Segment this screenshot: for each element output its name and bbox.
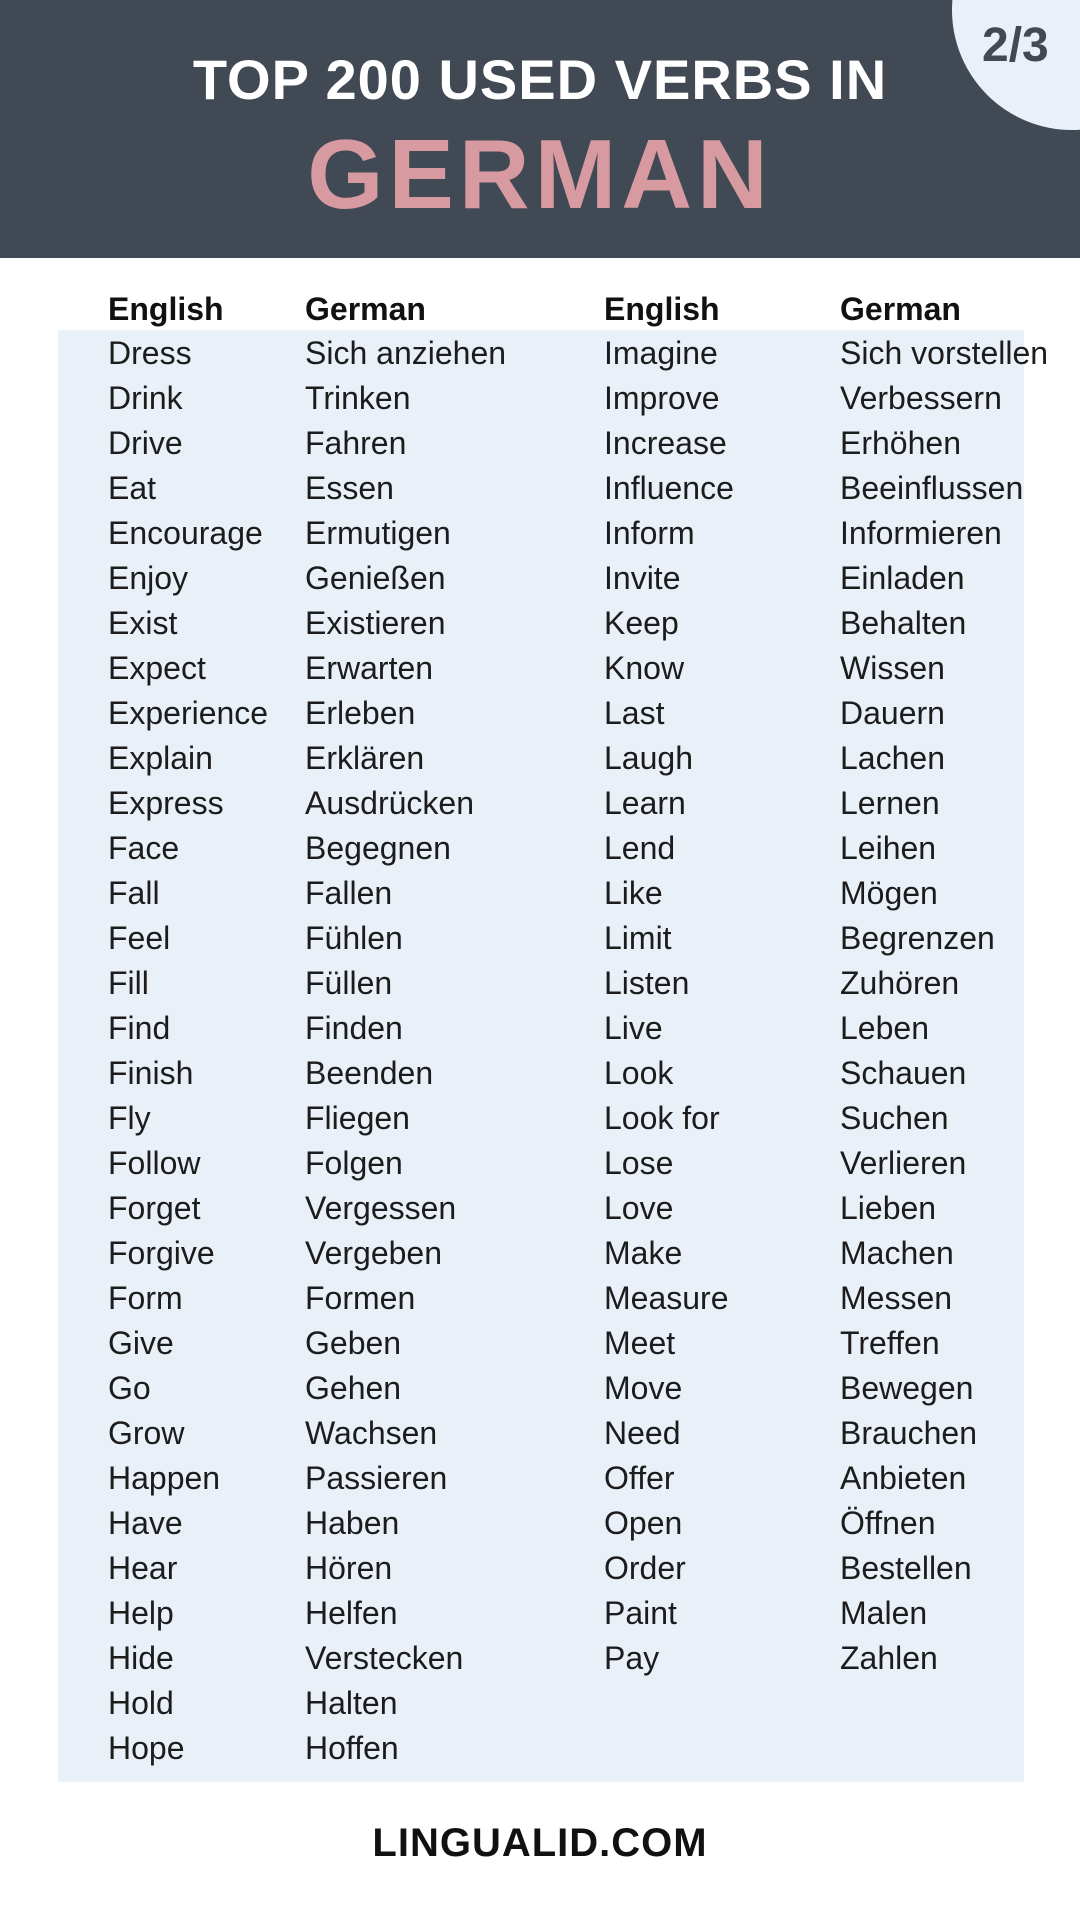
verb-cell: Measure bbox=[604, 1280, 729, 1316]
verb-cell: Feel bbox=[108, 920, 171, 956]
verb-cell: Love bbox=[604, 1190, 674, 1226]
verb-cell: Move bbox=[604, 1370, 683, 1406]
verb-cell: Fall bbox=[108, 875, 160, 911]
column-right-english bbox=[604, 287, 844, 1681]
verb-cell: Fly bbox=[108, 1100, 151, 1136]
verb-cell: Like bbox=[604, 875, 663, 911]
verb-cell: Lachen bbox=[840, 740, 945, 776]
verb-cell: Existieren bbox=[305, 605, 446, 641]
verb-cell: Geben bbox=[305, 1325, 402, 1361]
verb-cell: Happen bbox=[108, 1460, 221, 1496]
verb-cell: Verbessern bbox=[840, 380, 1002, 416]
list-left-german bbox=[305, 331, 545, 1771]
verb-cell: Mögen bbox=[840, 875, 938, 911]
verb-cell: Wachsen bbox=[305, 1415, 438, 1451]
verb-cell: Look bbox=[604, 1055, 674, 1091]
verb-cell: Expect bbox=[108, 650, 206, 686]
verb-cell: Fühlen bbox=[305, 920, 403, 956]
verb-cell: Encourage bbox=[108, 515, 263, 551]
verb-cell: Forgive bbox=[108, 1235, 215, 1271]
verb-cell: Vergeben bbox=[305, 1235, 443, 1271]
verb-cell: Hide bbox=[108, 1640, 174, 1676]
verb-cell: Sich anziehen bbox=[305, 335, 507, 371]
column-header-english: English bbox=[108, 291, 224, 327]
verb-cell: Invite bbox=[604, 560, 681, 596]
verb-cell: Pay bbox=[604, 1640, 660, 1676]
verb-cell: Schauen bbox=[840, 1055, 967, 1091]
verb-cell: Öffnen bbox=[840, 1505, 936, 1541]
verb-cell: Open bbox=[604, 1505, 683, 1541]
verb-cell: Give bbox=[108, 1325, 174, 1361]
verb-cell: Erklären bbox=[305, 740, 425, 776]
verb-cell: Folgen bbox=[305, 1145, 403, 1181]
verb-cell: Imagine bbox=[604, 335, 718, 371]
verb-cell: Behalten bbox=[840, 605, 967, 641]
verb-cell: Beenden bbox=[305, 1055, 434, 1091]
verb-cell: Beeinflussen bbox=[840, 470, 1024, 506]
column-header-german: German bbox=[305, 291, 426, 327]
verb-cell: Wissen bbox=[840, 650, 945, 686]
verb-cell: Begrenzen bbox=[840, 920, 995, 956]
verb-cell: Listen bbox=[604, 965, 690, 1001]
verb-cell: Brauchen bbox=[840, 1415, 977, 1451]
verb-cell: Dress bbox=[108, 335, 192, 371]
verb-cell: Verlieren bbox=[840, 1145, 967, 1181]
verb-cell: Experience bbox=[108, 695, 269, 731]
column-right-german bbox=[840, 287, 1076, 1681]
verb-cell: Last bbox=[604, 695, 665, 731]
verb-cell: Gehen bbox=[305, 1370, 402, 1406]
verb-cell: Bestellen bbox=[840, 1550, 972, 1586]
verb-cell: Live bbox=[604, 1010, 663, 1046]
verb-cell: Helfen bbox=[305, 1595, 398, 1631]
verb-cell: Fill bbox=[108, 965, 149, 1001]
title-top: TOP 200 USED VERBS IN bbox=[192, 48, 888, 111]
verb-cell: Hoffen bbox=[305, 1730, 399, 1766]
verb-cell: Zahlen bbox=[840, 1640, 938, 1676]
column-header-english: English bbox=[604, 291, 720, 327]
verb-cell: Learn bbox=[604, 785, 686, 821]
verb-cell: Fliegen bbox=[305, 1100, 410, 1136]
verb-cell: Laugh bbox=[604, 740, 693, 776]
verb-cell: Lernen bbox=[840, 785, 940, 821]
verb-cell: Offer bbox=[604, 1460, 675, 1496]
verb-cell: Express bbox=[108, 785, 224, 821]
verb-cell: Essen bbox=[305, 470, 394, 506]
verb-cell: Look for bbox=[604, 1100, 720, 1136]
verb-cell: Enjoy bbox=[108, 560, 189, 596]
verb-cell: Influence bbox=[604, 470, 734, 506]
verb-cell: Drink bbox=[108, 380, 183, 416]
verb-cell: Increase bbox=[604, 425, 727, 461]
verb-cell: Erhöhen bbox=[840, 425, 961, 461]
verb-cell: Füllen bbox=[305, 965, 393, 1001]
verb-cell: Vergessen bbox=[305, 1190, 457, 1226]
verb-cell: Ausdrücken bbox=[305, 785, 474, 821]
verb-cell: Einladen bbox=[840, 560, 965, 596]
verb-cell: Fallen bbox=[305, 875, 393, 911]
verb-cell: Follow bbox=[108, 1145, 201, 1181]
verb-cell: Find bbox=[108, 1010, 171, 1046]
verb-cell: Exist bbox=[108, 605, 178, 641]
list-right-english bbox=[604, 331, 844, 1681]
verb-cell: Form bbox=[108, 1280, 183, 1316]
verb-cell: Messen bbox=[840, 1280, 953, 1316]
verb-cell: Have bbox=[108, 1505, 183, 1541]
verb-cell: Passieren bbox=[305, 1460, 448, 1496]
verb-cell: Leihen bbox=[840, 830, 937, 866]
verb-cell: Drive bbox=[108, 425, 183, 461]
verb-cell: Lieben bbox=[840, 1190, 937, 1226]
verb-cell: Verstecken bbox=[305, 1640, 464, 1676]
verb-cell: Keep bbox=[604, 605, 679, 641]
verb-cell: Explain bbox=[108, 740, 213, 776]
verb-cell: Improve bbox=[604, 380, 720, 416]
verb-cell: Finden bbox=[305, 1010, 403, 1046]
column-left-german bbox=[305, 287, 545, 1771]
verb-cell: Eat bbox=[108, 470, 157, 506]
verb-cell: Make bbox=[604, 1235, 683, 1271]
verb-cell: Finish bbox=[108, 1055, 194, 1091]
verb-cell: Ermutigen bbox=[305, 515, 451, 551]
verb-cell: Begegnen bbox=[305, 830, 451, 866]
verb-cell: Hear bbox=[108, 1550, 178, 1586]
verb-cell: Machen bbox=[840, 1235, 954, 1271]
verb-cell: Haben bbox=[305, 1505, 400, 1541]
column-header-german: German bbox=[840, 291, 961, 327]
verb-cell: Formen bbox=[305, 1280, 416, 1316]
page-badge-label: 2/3 bbox=[982, 19, 1049, 72]
verb-cell: Hören bbox=[305, 1550, 393, 1586]
verb-cell: Lose bbox=[604, 1145, 674, 1181]
verb-cell: Fahren bbox=[305, 425, 407, 461]
verb-cell: Halten bbox=[305, 1685, 398, 1721]
verb-cell: Leben bbox=[840, 1010, 929, 1046]
verb-cell: Grow bbox=[108, 1415, 185, 1451]
verb-cell: Malen bbox=[840, 1595, 928, 1631]
verb-cell: Order bbox=[604, 1550, 686, 1586]
verb-cell: Sich vorstellen bbox=[840, 335, 1049, 371]
verb-cell: Hold bbox=[108, 1685, 174, 1721]
verb-cell: Forget bbox=[108, 1190, 201, 1226]
verb-cell: Face bbox=[108, 830, 180, 866]
verb-cell: Help bbox=[108, 1595, 174, 1631]
verb-cell: Meet bbox=[604, 1325, 676, 1361]
verb-cell: Erwarten bbox=[305, 650, 434, 686]
verb-cell: Trinken bbox=[305, 380, 411, 416]
verb-cell: Inform bbox=[604, 515, 695, 551]
verb-cell: Genießen bbox=[305, 560, 446, 596]
verb-cell: Zuhören bbox=[840, 965, 960, 1001]
title-main: GERMAN bbox=[307, 119, 773, 229]
verb-cell: Erleben bbox=[305, 695, 416, 731]
verb-cell: Dauern bbox=[840, 695, 945, 731]
verb-cell: Bewegen bbox=[840, 1370, 974, 1406]
verb-cell: Need bbox=[604, 1415, 681, 1451]
verb-cell: Treffen bbox=[840, 1325, 940, 1361]
verb-cell: Suchen bbox=[840, 1100, 949, 1136]
verb-cell: Paint bbox=[604, 1595, 677, 1631]
verb-cell: Limit bbox=[604, 920, 672, 956]
list-right-german bbox=[840, 331, 1076, 1681]
verb-cell: Go bbox=[108, 1370, 151, 1406]
verb-cell: Know bbox=[604, 650, 685, 686]
verb-cell: Informieren bbox=[840, 515, 1002, 551]
verb-cell: Anbieten bbox=[840, 1460, 967, 1496]
header-banner bbox=[0, 0, 1080, 258]
footer-site-name: LINGUALID.COM bbox=[372, 1821, 708, 1865]
verb-cell: Hope bbox=[108, 1730, 185, 1766]
verb-cell: Lend bbox=[604, 830, 676, 866]
